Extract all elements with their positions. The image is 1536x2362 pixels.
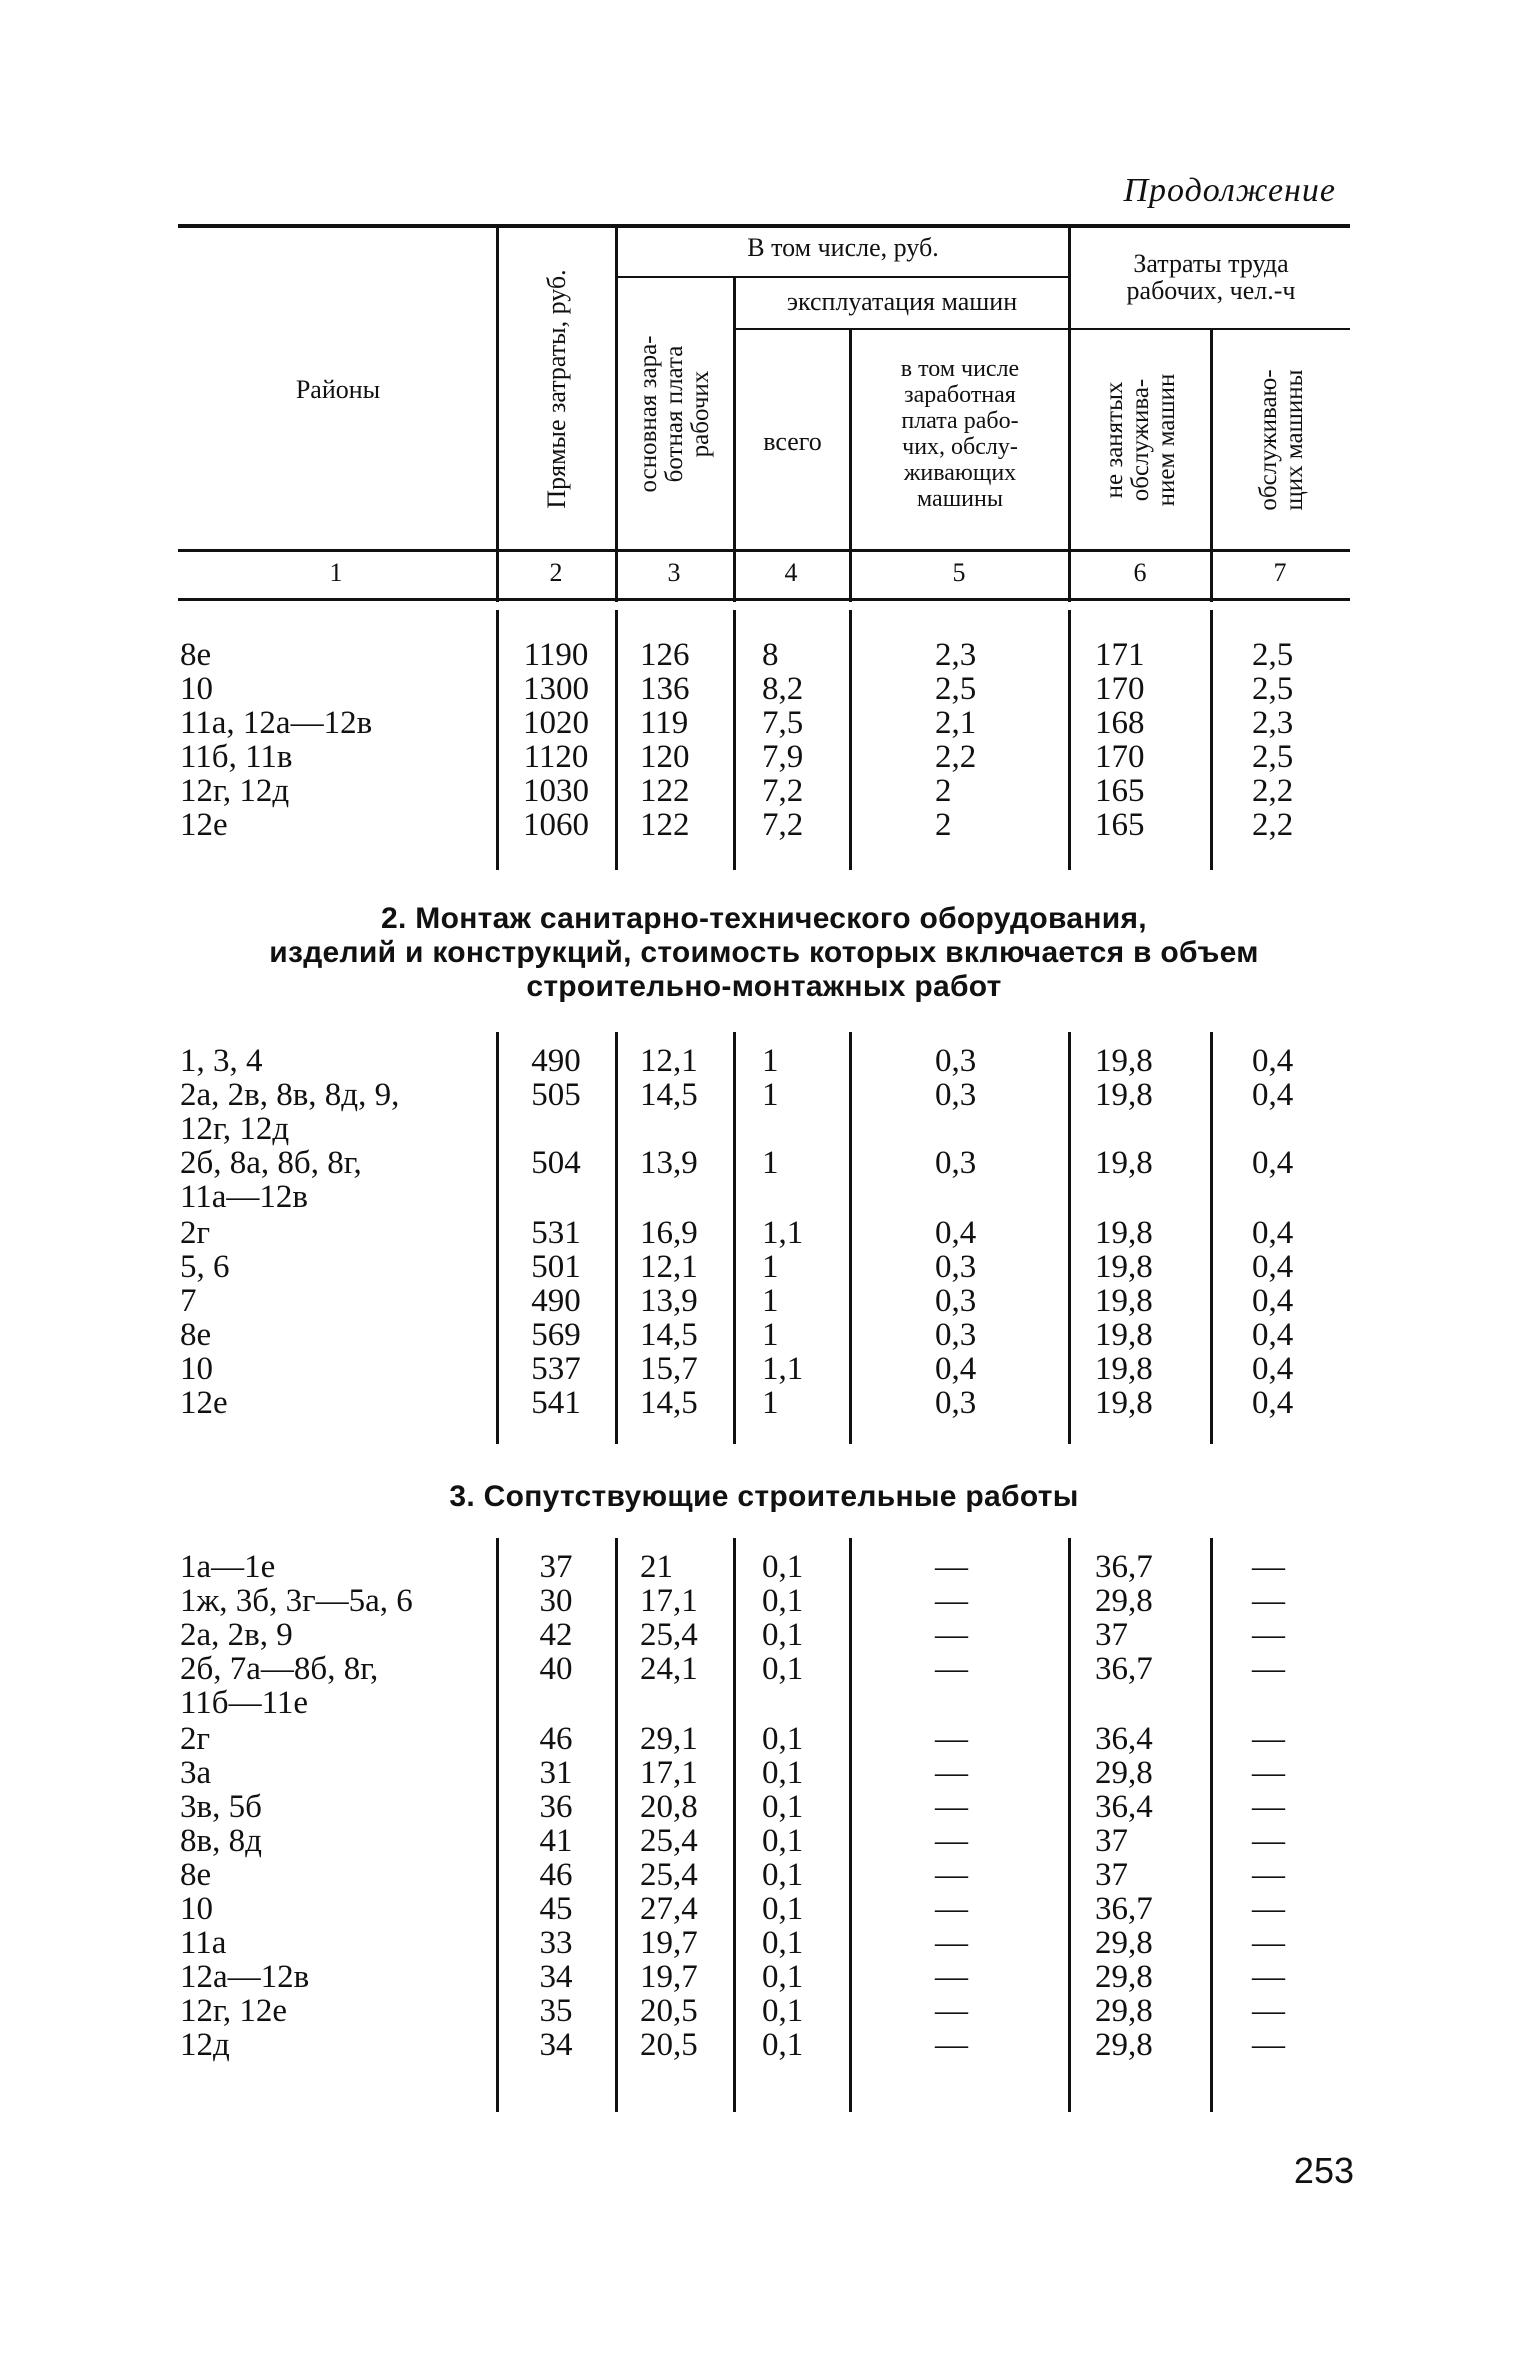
direct-costs-cell: 36 xyxy=(539,1789,573,1825)
labor-not-servicing-cell: 29,8 xyxy=(1095,1925,1153,1961)
col-number-2: 2 xyxy=(549,558,563,587)
district-cell: 3а xyxy=(180,1755,212,1791)
district-cell: 12г, 12е xyxy=(180,1993,287,2029)
machines-total-cell: 1 xyxy=(762,1385,779,1421)
machine-wage-cell: — xyxy=(935,1823,968,1859)
table-row xyxy=(0,1790,1536,1824)
district-cell: 12а—12в xyxy=(180,1959,310,1995)
district-cell: 8е xyxy=(180,1317,212,1353)
district-cell: 11б, 11в xyxy=(180,739,293,775)
labor-not-servicing-cell: 37 xyxy=(1095,1823,1128,1859)
labor-servicing-cell: 2,5 xyxy=(1252,671,1294,707)
district-cell: 2а, 2в, 9 xyxy=(180,1617,293,1653)
direct-costs-cell: 45 xyxy=(539,1891,573,1927)
labor-servicing-cell: — xyxy=(1252,1755,1285,1791)
direct-costs-cell: 33 xyxy=(539,1925,573,1961)
machines-total-cell: 0,1 xyxy=(762,1651,804,1687)
direct-costs-cell: 537 xyxy=(531,1351,581,1387)
labor-servicing-cell: 2,2 xyxy=(1252,773,1294,809)
table-row xyxy=(0,672,1536,706)
section-2-title: 2. Монтаж санитарно-технического оборудования, изделий и конструкций, стоимость которых включается в объем строительно-монтажных работ xyxy=(269,902,1259,1003)
district-cell: 12д xyxy=(180,2027,230,2063)
direct-costs-cell: 35 xyxy=(539,1993,573,2029)
table-row xyxy=(0,1892,1536,1926)
machine-wage-cell: 0,3 xyxy=(935,1043,977,1079)
table-row xyxy=(0,638,1536,672)
labor-not-servicing-cell: 29,8 xyxy=(1095,1583,1153,1619)
base-wage-cell: 119 xyxy=(640,705,689,741)
table-row xyxy=(0,1250,1536,1284)
machine-wage-cell: — xyxy=(935,1617,968,1653)
labor-not-servicing-cell: 36,7 xyxy=(1095,1549,1153,1585)
labor-servicing-cell: 2,5 xyxy=(1252,739,1294,775)
table-row xyxy=(0,1550,1536,1584)
table-row xyxy=(0,1756,1536,1790)
header-direct-costs: Прямые затраты, руб. xyxy=(542,269,571,509)
district-cell: 12е xyxy=(180,807,228,843)
base-wage-cell: 20,5 xyxy=(640,2027,698,2063)
incl-group-rule xyxy=(618,276,1070,278)
direct-costs-cell: 1300 xyxy=(523,671,589,707)
base-wage-cell: 14,5 xyxy=(640,1077,698,1113)
machine-wage-cell: — xyxy=(935,1549,968,1585)
district-cell: 8е xyxy=(180,637,212,673)
machines-total-cell: 1 xyxy=(762,1283,779,1319)
machines-total-cell: 0,1 xyxy=(762,1617,804,1653)
table-row xyxy=(0,1284,1536,1318)
machines-total-cell: 7,2 xyxy=(762,807,804,843)
base-wage-cell: 21 xyxy=(640,1549,673,1585)
labor-servicing-cell: — xyxy=(1252,1583,1285,1619)
column-numbers-rule xyxy=(178,598,1350,601)
machine-wage-cell: 0,3 xyxy=(935,1145,977,1181)
table-row xyxy=(0,1352,1536,1386)
labor-servicing-cell: — xyxy=(1252,1789,1285,1825)
district-cell: 10 xyxy=(180,671,213,707)
labor-not-servicing-cell: 36,7 xyxy=(1095,1651,1153,1687)
labor-not-servicing-cell: 19,8 xyxy=(1095,1385,1153,1421)
labor-servicing-cell: 0,4 xyxy=(1252,1043,1294,1079)
machine-wage-cell: — xyxy=(935,1583,968,1619)
col-number-6: 6 xyxy=(1133,558,1147,587)
table-row-continuation xyxy=(0,1686,1536,1720)
table-row xyxy=(0,808,1536,842)
direct-costs-cell: 569 xyxy=(531,1317,581,1353)
table-row-continuation xyxy=(0,1180,1536,1214)
base-wage-cell: 17,1 xyxy=(640,1755,698,1791)
labor-not-servicing-cell: 171 xyxy=(1095,637,1145,673)
machine-wage-cell: 2,3 xyxy=(935,637,977,673)
table-row xyxy=(0,1386,1536,1420)
direct-costs-cell: 1060 xyxy=(523,807,589,843)
machine-wage-cell: 2,5 xyxy=(935,671,977,707)
continued-label: Продолжение xyxy=(1123,172,1336,209)
machine-wage-cell: — xyxy=(935,1925,968,1961)
district-cell: 12г, 12д xyxy=(180,1111,290,1147)
machines-total-cell: 0,1 xyxy=(762,1583,804,1619)
base-wage-cell: 120 xyxy=(640,739,690,775)
machines-total-cell: 1 xyxy=(762,1043,779,1079)
base-wage-cell: 136 xyxy=(640,671,690,707)
labor-servicing-cell: — xyxy=(1252,1823,1285,1859)
base-wage-cell: 16,9 xyxy=(640,1215,698,1251)
header-base-wage: основная зара- ботная плата рабочих xyxy=(635,335,714,493)
labor-not-servicing-cell: 36,4 xyxy=(1095,1789,1153,1825)
direct-costs-cell: 34 xyxy=(539,2027,573,2063)
district-cell: 1, 3, 4 xyxy=(180,1043,263,1079)
district-cell: 5, 6 xyxy=(180,1249,230,1285)
base-wage-cell: 17,1 xyxy=(640,1583,698,1619)
labor-servicing-cell: 2,2 xyxy=(1252,807,1294,843)
machines-total-cell: 8,2 xyxy=(762,671,804,707)
labor-servicing-cell: — xyxy=(1252,1617,1285,1653)
base-wage-cell: 19,7 xyxy=(640,1959,698,1995)
district-cell: 2г xyxy=(180,1721,211,1757)
base-wage-cell: 13,9 xyxy=(640,1145,698,1181)
direct-costs-cell: 505 xyxy=(531,1077,581,1113)
labor-servicing-cell: — xyxy=(1252,2027,1285,2063)
direct-costs-cell: 490 xyxy=(531,1043,581,1079)
table-row xyxy=(0,706,1536,740)
machines-group-rule xyxy=(735,328,1070,330)
table-row xyxy=(0,1618,1536,1652)
district-cell: 12е xyxy=(180,1385,228,1421)
machine-wage-cell: — xyxy=(935,2027,968,2063)
district-cell: 11а, 12а—12в xyxy=(180,705,373,741)
section-3-title: 3. Сопутствующие строительные работы xyxy=(449,1480,1079,1513)
machine-wage-cell: — xyxy=(935,1959,968,1995)
table-row xyxy=(0,740,1536,774)
table-row xyxy=(0,1078,1536,1112)
labor-not-servicing-cell: 29,8 xyxy=(1095,1755,1153,1791)
col-number-5: 5 xyxy=(952,558,966,587)
direct-costs-cell: 40 xyxy=(539,1651,573,1687)
machine-wage-cell: 0,3 xyxy=(935,1249,977,1285)
machine-wage-cell: — xyxy=(935,1857,968,1893)
labor-servicing-cell: 0,4 xyxy=(1252,1215,1294,1251)
machines-total-cell: 1 xyxy=(762,1317,779,1353)
machines-total-cell: 7,5 xyxy=(762,705,804,741)
header-servicing: обслуживаю- щих машины xyxy=(1254,369,1308,511)
labor-not-servicing-cell: 19,8 xyxy=(1095,1077,1153,1113)
header-machine-wage: в том числе заработная плата рабо- чих, обслу- живающих машины xyxy=(900,356,1020,512)
labor-servicing-cell: — xyxy=(1252,1993,1285,2029)
machines-total-cell: 0,1 xyxy=(762,2027,804,2063)
machines-total-cell: 1 xyxy=(762,1249,779,1285)
machines-total-cell: 0,1 xyxy=(762,1549,804,1585)
header-not-servicing: не занятых обслужива- нием машин xyxy=(1100,373,1180,507)
labor-servicing-cell: 0,4 xyxy=(1252,1249,1294,1285)
labor-servicing-cell: 0,4 xyxy=(1252,1317,1294,1353)
machines-total-cell: 0,1 xyxy=(762,1823,804,1859)
labor-not-servicing-cell: 170 xyxy=(1095,739,1145,775)
base-wage-cell: 24,1 xyxy=(640,1651,698,1687)
labor-servicing-cell: 0,4 xyxy=(1252,1283,1294,1319)
district-cell: 10 xyxy=(180,1891,213,1927)
labor-not-servicing-cell: 165 xyxy=(1095,807,1145,843)
table-row-continuation xyxy=(0,1112,1536,1146)
machine-wage-cell: 0,3 xyxy=(935,1317,977,1353)
machine-wage-cell: 0,4 xyxy=(935,1215,977,1251)
machines-total-cell: 1,1 xyxy=(762,1351,804,1387)
district-cell: 11б—11е xyxy=(180,1685,308,1721)
machine-wage-cell: — xyxy=(935,1721,968,1757)
district-cell: 1ж, 3б, 3г—5а, 6 xyxy=(180,1583,413,1619)
district-cell: 7 xyxy=(180,1283,197,1319)
machine-wage-cell: 2 xyxy=(935,807,952,843)
direct-costs-cell: 490 xyxy=(531,1283,581,1319)
direct-costs-cell: 531 xyxy=(531,1215,581,1251)
district-cell: 3в, 5б xyxy=(180,1789,262,1825)
table-row xyxy=(0,1824,1536,1858)
table-row xyxy=(0,1146,1536,1180)
machine-wage-cell: 2,1 xyxy=(935,705,977,741)
labor-servicing-cell: 0,4 xyxy=(1252,1145,1294,1181)
district-cell: 11а xyxy=(180,1925,227,1961)
labor-not-servicing-cell: 19,8 xyxy=(1095,1351,1153,1387)
table-row xyxy=(0,2028,1536,2062)
district-cell: 10 xyxy=(180,1351,213,1387)
labor-servicing-cell: 0,4 xyxy=(1252,1385,1294,1421)
base-wage-cell: 25,4 xyxy=(640,1617,698,1653)
table-row xyxy=(0,1318,1536,1352)
machines-total-cell: 0,1 xyxy=(762,1857,804,1893)
direct-costs-cell: 1030 xyxy=(523,773,589,809)
machines-total-cell: 7,9 xyxy=(762,739,804,775)
direct-costs-cell: 46 xyxy=(539,1857,573,1893)
table-row xyxy=(0,1960,1536,1994)
base-wage-cell: 20,8 xyxy=(640,1789,698,1825)
labor-servicing-cell: — xyxy=(1252,1857,1285,1893)
page-number: 253 xyxy=(1293,2150,1354,2191)
base-wage-cell: 25,4 xyxy=(640,1857,698,1893)
direct-costs-cell: 501 xyxy=(531,1249,581,1285)
machines-total-cell: 0,1 xyxy=(762,1789,804,1825)
labor-servicing-cell: — xyxy=(1252,1549,1285,1585)
machines-total-cell: 1 xyxy=(762,1077,779,1113)
base-wage-cell: 19,7 xyxy=(640,1925,698,1961)
machines-total-cell: 0,1 xyxy=(762,1993,804,2029)
district-cell: 8е xyxy=(180,1857,212,1893)
labor-servicing-cell: — xyxy=(1252,1925,1285,1961)
direct-costs-cell: 42 xyxy=(539,1617,573,1653)
direct-costs-cell: 30 xyxy=(539,1583,573,1619)
labor-servicing-cell: 0,4 xyxy=(1252,1077,1294,1113)
base-wage-cell: 29,1 xyxy=(640,1721,698,1757)
table-row xyxy=(0,1584,1536,1618)
labor-servicing-cell: 0,4 xyxy=(1252,1351,1294,1387)
direct-costs-cell: 41 xyxy=(539,1823,573,1859)
base-wage-cell: 25,4 xyxy=(640,1823,698,1859)
col-number-7: 7 xyxy=(1273,558,1287,587)
labor-servicing-cell: — xyxy=(1252,1651,1285,1687)
table-row xyxy=(0,774,1536,808)
header-machines-group: эксплуатация машин xyxy=(786,287,1018,316)
direct-costs-cell: 541 xyxy=(531,1385,581,1421)
labor-not-servicing-cell: 29,8 xyxy=(1095,2027,1153,2063)
machine-wage-cell: — xyxy=(935,1789,968,1825)
base-wage-cell: 126 xyxy=(640,637,690,673)
col-number-3: 3 xyxy=(667,558,681,587)
machines-total-cell: 0,1 xyxy=(762,1925,804,1961)
header-total: всего xyxy=(763,427,822,456)
labor-not-servicing-cell: 19,8 xyxy=(1095,1249,1153,1285)
machine-wage-cell: 2,2 xyxy=(935,739,977,775)
machine-wage-cell: — xyxy=(935,1651,968,1687)
district-cell: 2б, 8а, 8б, 8г, xyxy=(180,1145,362,1181)
table-row xyxy=(0,1216,1536,1250)
machine-wage-cell: 0,3 xyxy=(935,1283,977,1319)
table-row xyxy=(0,1994,1536,2028)
labor-not-servicing-cell: 19,8 xyxy=(1095,1283,1153,1319)
header-including-group: В том числе, руб. xyxy=(747,233,939,262)
labor-not-servicing-cell: 37 xyxy=(1095,1617,1128,1653)
direct-costs-cell: 1020 xyxy=(523,705,589,741)
labor-not-servicing-cell: 29,8 xyxy=(1095,1993,1153,2029)
machine-wage-cell: 2 xyxy=(935,773,952,809)
table-row xyxy=(0,1722,1536,1756)
machines-total-cell: 0,1 xyxy=(762,1959,804,1995)
machine-wage-cell: 0,3 xyxy=(935,1385,977,1421)
labor-not-servicing-cell: 165 xyxy=(1095,773,1145,809)
labor-servicing-cell: — xyxy=(1252,1891,1285,1927)
direct-costs-cell: 31 xyxy=(539,1755,573,1791)
machine-wage-cell: 0,4 xyxy=(935,1351,977,1387)
base-wage-cell: 12,1 xyxy=(640,1249,698,1285)
col-number-4: 4 xyxy=(784,558,798,587)
machines-total-cell: 0,1 xyxy=(762,1721,804,1757)
direct-costs-cell: 1120 xyxy=(523,739,589,775)
labor-not-servicing-cell: 170 xyxy=(1095,671,1145,707)
labor-servicing-cell: 2,5 xyxy=(1252,637,1294,673)
machines-total-cell: 1 xyxy=(762,1145,779,1181)
base-wage-cell: 12,1 xyxy=(640,1043,698,1079)
machines-total-cell: 0,1 xyxy=(762,1755,804,1791)
direct-costs-cell: 37 xyxy=(539,1549,573,1585)
labor-not-servicing-cell: 36,7 xyxy=(1095,1891,1153,1927)
labor-not-servicing-cell: 168 xyxy=(1095,705,1145,741)
district-cell: 12г, 12д xyxy=(180,773,290,809)
machines-total-cell: 0,1 xyxy=(762,1891,804,1927)
direct-costs-cell: 1190 xyxy=(523,637,589,673)
direct-costs-cell: 504 xyxy=(531,1145,581,1181)
base-wage-cell: 20,5 xyxy=(640,1993,698,2029)
machines-total-cell: 7,2 xyxy=(762,773,804,809)
labor-not-servicing-cell: 29,8 xyxy=(1095,1959,1153,1995)
district-cell: 8в, 8д xyxy=(180,1823,262,1859)
base-wage-cell: 14,5 xyxy=(640,1385,698,1421)
base-wage-cell: 15,7 xyxy=(640,1351,698,1387)
col-number-1: 1 xyxy=(329,558,343,587)
direct-costs-cell: 46 xyxy=(539,1721,573,1757)
district-cell: 11а—12в xyxy=(180,1179,309,1215)
machine-wage-cell: — xyxy=(935,1755,968,1791)
base-wage-cell: 122 xyxy=(640,773,690,809)
labor-not-servicing-cell: 19,8 xyxy=(1095,1317,1153,1353)
base-wage-cell: 14,5 xyxy=(640,1317,698,1353)
machine-wage-cell: 0,3 xyxy=(935,1077,977,1113)
machines-total-cell: 8 xyxy=(762,637,779,673)
base-wage-cell: 27,4 xyxy=(640,1891,698,1927)
labor-servicing-cell: 2,3 xyxy=(1252,705,1294,741)
district-cell: 2б, 7а—8б, 8г, xyxy=(180,1651,379,1687)
labor-not-servicing-cell: 37 xyxy=(1095,1857,1128,1893)
header-districts: Районы xyxy=(295,375,381,404)
labor-not-servicing-cell: 36,4 xyxy=(1095,1721,1153,1757)
header-labor-group: Затраты труда рабочих, чел.-ч xyxy=(1126,249,1296,305)
labor-servicing-cell: — xyxy=(1252,1959,1285,1995)
table-row xyxy=(0,1652,1536,1686)
direct-costs-cell: 34 xyxy=(539,1959,573,1995)
base-wage-cell: 122 xyxy=(640,807,690,843)
machines-total-cell: 1,1 xyxy=(762,1215,804,1251)
labor-not-servicing-cell: 19,8 xyxy=(1095,1215,1153,1251)
table-top-rule xyxy=(178,224,1350,228)
machine-wage-cell: — xyxy=(935,1891,968,1927)
table-row xyxy=(0,1926,1536,1960)
district-cell: 1а—1е xyxy=(180,1549,276,1585)
labor-servicing-cell: — xyxy=(1252,1721,1285,1757)
header-bottom-rule xyxy=(178,549,1350,552)
base-wage-cell: 13,9 xyxy=(640,1283,698,1319)
table-row xyxy=(0,1858,1536,1892)
machine-wage-cell: — xyxy=(935,1993,968,2029)
labor-not-servicing-cell: 19,8 xyxy=(1095,1145,1153,1181)
district-cell: 2г xyxy=(180,1215,211,1251)
district-cell: 2а, 2в, 8в, 8д, 9, xyxy=(180,1077,400,1113)
table-row xyxy=(0,1044,1536,1078)
labor-not-servicing-cell: 19,8 xyxy=(1095,1043,1153,1079)
